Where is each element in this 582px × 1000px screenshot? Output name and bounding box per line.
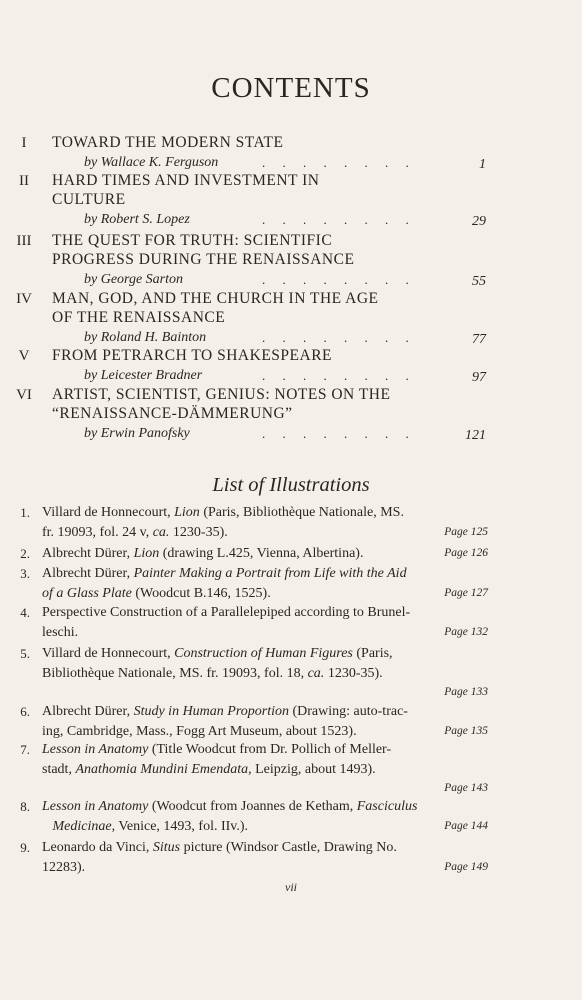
page-folio: vii (285, 880, 297, 894)
illustration-entry (42, 740, 488, 799)
illustration-entry (42, 838, 488, 877)
illustration-page-number: Page 135 (444, 724, 488, 737)
chapter-page-number: 55 (472, 274, 486, 289)
entry-text: Perspective Construction of a Parallelepiped according to Brunel- (42, 605, 411, 620)
illustration-line (42, 838, 488, 858)
chapter-page-number: 97 (472, 370, 486, 385)
illustration-page-number: Page 143 (444, 782, 488, 794)
entry-text: picture (Windsor Castle, Drawing No. (180, 840, 397, 855)
leader-dots: . . . . . . . . (262, 155, 416, 170)
entry-text: (Drawing: auto-trac- (289, 704, 408, 719)
chapter-title: CULTURE (52, 191, 126, 208)
entry-text: , Venice, 1493, fol. IIv.). (111, 818, 249, 834)
italic-title: Lion (174, 505, 200, 520)
illustration-page-number: Page 144 (444, 819, 488, 832)
chapter-author: by Robert S. Lopez (84, 212, 190, 227)
chapter-author: by George Sarton (84, 272, 184, 287)
entry-text: Bibliothèque Nationale, MS. fr. 19093, fol. 18, (42, 665, 308, 681)
chapter-title: HARD TIMES AND INVESTMENT IN (52, 172, 320, 189)
entry-text: Leonardo da Vinci, (42, 840, 153, 855)
entry-text: fr. 19093, fol. 24 v, (42, 524, 153, 540)
illustration-line (42, 760, 488, 780)
chapter-title: “RENAISSANCE-DÄMMERUNG” (52, 405, 293, 422)
italic-title: Construction of Human Figures (174, 646, 353, 661)
chapter-title: TOWARD THE MODERN STATE (52, 134, 284, 151)
chapter-number: II (19, 173, 29, 189)
entry-text: Villard de Honnecourt, (42, 505, 175, 520)
chapter-number: IV (16, 291, 32, 307)
entry-text: 1230-35). (324, 665, 383, 681)
leader-dots: . . . . . . . . (262, 212, 416, 227)
illustration-page-number: Page 125 (444, 525, 488, 538)
chapter-page-number: 77 (472, 332, 486, 347)
illustration-page-number: Page 126 (444, 547, 488, 559)
italic-title: ca. (307, 665, 325, 681)
italic-title: Situs (152, 840, 181, 855)
illustration-line (42, 722, 488, 742)
illustration-number: 5. (20, 646, 30, 661)
entry-text: Albrecht Dürer, (42, 704, 134, 719)
illustration-entry (42, 603, 488, 642)
chapter-title: MAN, GOD, AND THE CHURCH IN THE AGE (52, 290, 379, 307)
illustration-number: 4. (20, 605, 30, 620)
entry-text: , Leipzig, about 1493). (248, 761, 376, 777)
entry-text: (drawing L.425, Vienna, Albertina). (159, 546, 364, 561)
chapter-title: THE QUEST FOR TRUTH: SCIENTIFIC (52, 232, 333, 249)
entry-text: (Paris, (352, 646, 393, 661)
italic-title: of a Glass Plate (42, 585, 132, 601)
italic-title: Painter Making a Portrait from Life with the Aid (133, 566, 407, 581)
illustration-page-number: Page 132 (444, 625, 488, 638)
page-title: CONTENTS (211, 72, 371, 104)
italic-title: Lion (133, 546, 160, 561)
illustration-line (42, 740, 488, 760)
chapter-number: VI (16, 387, 32, 403)
illustration-entry (42, 797, 488, 836)
illustration-number: 6. (20, 704, 30, 719)
illustration-line (42, 858, 488, 878)
illustration-number: 7. (20, 742, 30, 757)
entry-text: 12283). (42, 859, 86, 875)
illustration-entry (42, 503, 488, 542)
illustration-line (42, 564, 488, 584)
chapter-title: OF THE RENAISSANCE (52, 309, 226, 326)
chapter-author: by Roland H. Bainton (84, 330, 207, 345)
entry-text: ing, Cambridge, Mass., Fogg Art Museum, about 1523). (42, 723, 357, 739)
illustration-entry (42, 702, 488, 741)
illustration-line (42, 623, 488, 643)
entry-text: (Woodcut from Joannes de Ketham, (148, 799, 357, 814)
illustration-page-number: Page 127 (444, 586, 488, 599)
illustration-line (42, 797, 488, 817)
illustration-line (42, 523, 488, 543)
leader-dots: . . . . . . . . (262, 368, 416, 383)
illustration-entry (42, 564, 488, 603)
entry-text: Albrecht Dürer, (42, 546, 134, 561)
leader-dots: . . . . . . . . (262, 426, 416, 441)
illustration-number: 3. (20, 566, 30, 581)
leader-dots: . . . . . . . . (262, 330, 416, 345)
illustrations-heading: List of Illustrations (212, 474, 370, 496)
entry-text: 1230-35). (169, 524, 228, 540)
entry-text: (Title Woodcut from Dr. Pollich of Meller- (148, 742, 392, 757)
chapter-page-number: 29 (472, 214, 486, 229)
illustration-page-number: Page 133 (444, 686, 488, 698)
italic-title: Fasciculus (356, 799, 418, 814)
entry-text: Villard de Honnecourt, (42, 646, 175, 661)
chapter-number: V (18, 348, 30, 364)
illustration-page-number: Page 149 (444, 860, 488, 873)
italic-title: Lesson in Anatomy (42, 799, 149, 814)
chapter-title: FROM PETRARCH TO SHAKESPEARE (52, 347, 332, 364)
illustration-line (42, 603, 488, 623)
chapter-page-number: 1 (479, 157, 486, 172)
entry-text: Albrecht Dürer, (42, 566, 134, 581)
illustration-entry (42, 544, 488, 564)
illustration-line (42, 503, 488, 523)
italic-title: Medicinae (42, 818, 112, 834)
italic-title: Anathomia Mundini Emendata (75, 761, 249, 777)
chapter-title: ARTIST, SCIENTIST, GENIUS: NOTES ON THE (52, 386, 391, 403)
illustration-line (42, 544, 488, 564)
chapter-author: by Leicester Bradner (84, 368, 203, 383)
illustration-entry (42, 644, 488, 703)
illustration-line (42, 664, 488, 684)
chapter-page-number: 121 (465, 428, 486, 443)
chapter-author: by Erwin Panofsky (84, 426, 190, 441)
leader-dots: . . . . . . . . (262, 272, 416, 287)
entry-text: (Woodcut B.146, 1525). (131, 585, 271, 601)
entry-text: (Paris, Bibliothèque Nationale, MS. (199, 505, 404, 520)
illustration-number: 8. (20, 799, 30, 814)
illustration-line (42, 584, 488, 604)
illustration-line (42, 702, 488, 722)
entry-text: leschi. (42, 624, 79, 640)
illustration-line (42, 817, 488, 837)
illustration-number: 2. (20, 546, 30, 561)
chapter-title: PROGRESS DURING THE RENAISSANCE (52, 251, 355, 268)
italic-title: Study in Human Proportion (133, 704, 289, 719)
illustration-line (42, 644, 488, 664)
italic-title: ca. (152, 524, 170, 540)
illustration-number: 9. (20, 840, 30, 855)
chapter-number: I (21, 135, 27, 151)
chapter-number: III (16, 233, 32, 249)
entry-text: stadt, (42, 761, 76, 777)
chapter-author: by Wallace K. Ferguson (84, 155, 219, 170)
italic-title: Lesson in Anatomy (42, 742, 149, 757)
illustration-number: 1. (20, 505, 30, 520)
